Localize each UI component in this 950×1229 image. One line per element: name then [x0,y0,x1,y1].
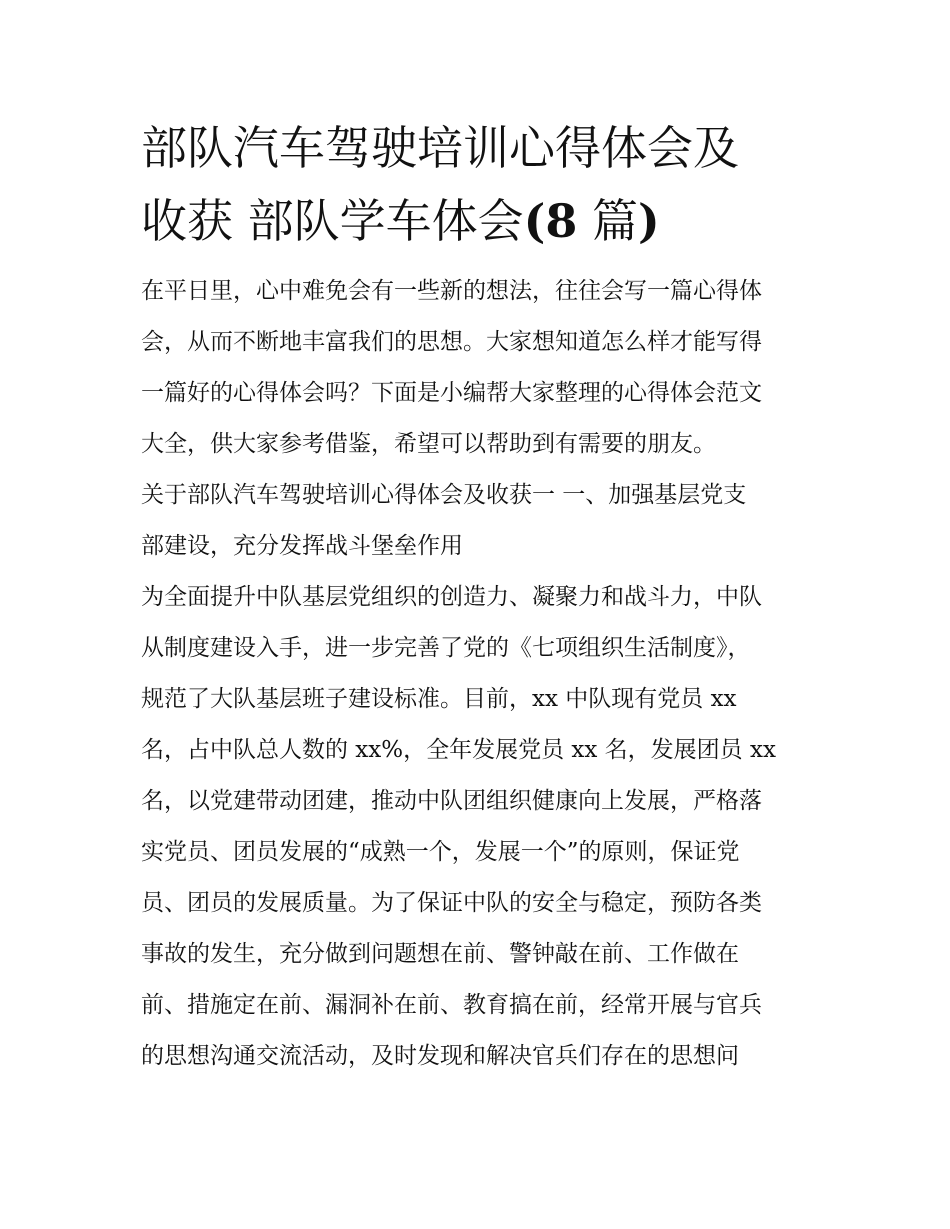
body-line: 的思想沟通交流活动，及时发现和解决官兵们存在的思想问 [141,1043,739,1069]
title-line-2-prefix: 收获 部队学车体会 [141,194,524,248]
title-line-2-mid: 篇 [577,194,639,248]
body-line: 规范了大队基层班子建设标准。目前，xx 中队现有党员 xx [141,686,737,712]
body-line: 名，以党建带动团建，推动中队团组织健康向上发展，严格落 [141,788,762,814]
title-line-2-end: ) [638,194,660,248]
body-line: 部建设，充分发挥战斗堡垒作用 [141,533,463,559]
title-line-1: 部队汽车驾驶培训心得体会及 [141,121,739,175]
title-line-2-bold: (8 [523,194,578,248]
body-line: 事故的发生，充分做到问题想在前、警钟敲在前、工作做在 [141,941,739,967]
document-body [141,266,813,1082]
body-line: 在平日里，心中难免会有一些新的想法，往往会写一篇心得体 [141,278,762,304]
document-content [141,112,813,1082]
body-line: 为全面提升中队基层党组织的创造力、凝聚力和战斗力，中队 [141,584,762,610]
body-line: 实党员、团员发展的“成熟一个，发展一个”的原则，保证党 [141,839,740,865]
title-line-2 [141,185,813,258]
body-line: 名，占中队总人数的 xx%，全年发展党员 xx 名，发展团员 xx [141,737,776,763]
body-line: 员、团员的发展质量。为了保证中队的安全与稳定，预防各类 [141,890,762,916]
body-line: 大全，供大家参考借鉴，希望可以帮助到有需要的朋友。 [141,431,716,457]
body-line: 会，从而不断地丰富我们的思想。大家想知道怎么样才能写得 [141,329,762,355]
body-line: 关于部队汽车驾驶培训心得体会及收获一 一、加强基层党支 [141,482,747,508]
document-title [141,112,813,258]
body-line: 从制度建设入手，进一步完善了党的《七项组织生活制度》， [141,635,751,661]
body-line: 前、措施定在前、漏洞补在前、教育搞在前，经常开展与官兵 [141,992,762,1018]
body-line: 一篇好的心得体会吗？下面是小编帮大家整理的心得体会范文 [141,380,762,406]
